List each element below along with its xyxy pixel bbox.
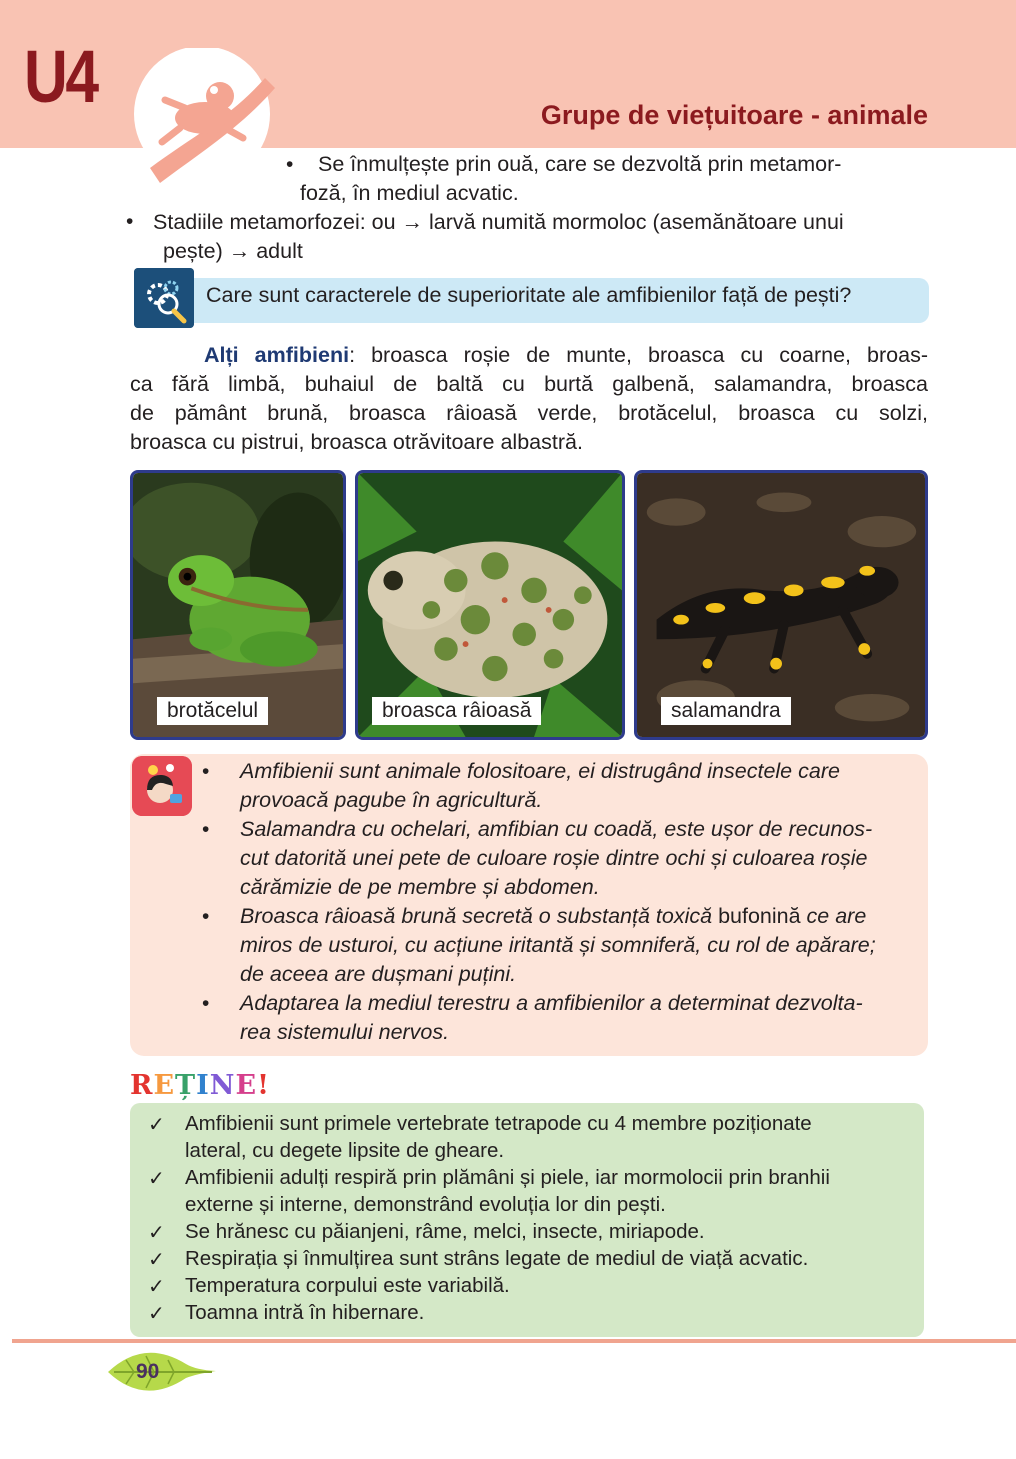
retine-item-2-line-2: externe și interne, demonstrând evoluția lor din pești.: [185, 1193, 666, 1216]
retine-title-letter: R: [130, 1070, 154, 1101]
retine-item-6: Toamna intră în hibernare.: [185, 1301, 425, 1324]
retine-item-5: Temperatura corpului este variabilă.: [185, 1274, 510, 1297]
retine-title-letter: Ț: [175, 1070, 197, 1101]
check-icon: ✓: [148, 1276, 165, 1298]
photo-caption: broasca râioasă: [372, 697, 541, 725]
info-bullet-4-line-1: Adaptarea la mediul terestru a amfibienilor a determinat dezvolta-: [240, 991, 863, 1015]
check-icon: ✓: [148, 1303, 165, 1325]
check-icon: ✓: [148, 1114, 165, 1136]
chapter-title: Grupe de viețuitoare - animale: [540, 100, 928, 130]
info-bullet-3-line-3: de aceea are dușmani puțini.: [240, 962, 517, 986]
bullet-dot: •: [202, 992, 210, 1015]
intro-bullet-2-line-1: Stadiile metamorfozei: ou → larvă numită mormoloc (asemănătoare unui: [153, 210, 844, 234]
retine-title: [130, 1070, 270, 1101]
info-bullet-2-line-2: cut datorită unei pete de culoare roșie dintre ochi și culoarea roșie: [240, 846, 868, 870]
info-bullet-4-line-2: rea sistemului nervos.: [240, 1020, 450, 1044]
amphibians-paragraph-line-2: ca fără limbă, buhaiul de baltă cu burtă galbenă, salamandra, broasca: [130, 372, 928, 396]
retine-title-text: [130, 1070, 270, 1101]
question-text: Care sunt caracterele de superioritate ale amfibienilor față de pești?: [206, 283, 852, 307]
amphibians-paragraph-line-3: de pământ brună, broasca râioasă verde, brotăcelul, broasca cu solzi,: [130, 401, 928, 425]
info-bullet-3-line-2: miros de usturoi, cu acțiune iritantă și somniferă, cu rol de apărare;: [240, 933, 876, 957]
photo-tree-frog: [130, 470, 346, 740]
photo-caption: brotăcelul: [157, 697, 268, 725]
check-icon: ✓: [148, 1168, 165, 1190]
gears-magnifier-icon: [134, 268, 194, 328]
retine-title-letter: !: [257, 1070, 270, 1101]
retine-item-2-line-1: Amfibienii adulți respiră prin plămâni și piele, iar mormolocii prin branhii: [185, 1166, 830, 1189]
info-text: Broasca râioasă brună secretă o substanță toxică: [240, 904, 719, 928]
bullet-dot: •: [126, 210, 134, 233]
check-icon: ✓: [148, 1222, 165, 1244]
info-bullet-1-line-1: Amfibienii sunt animale folositoare, ei distrugând insectele care: [240, 759, 840, 783]
retine-item-3: Se hrănesc cu păianjeni, râme, melci, insecte, miriapode.: [185, 1220, 705, 1243]
retine-title-letter: E: [153, 1070, 176, 1101]
check-icon: ✓: [148, 1249, 165, 1271]
bullet-dot: •: [202, 905, 210, 928]
info-bullet-2-line-3: cărămizie de pe membre și abdomen.: [240, 875, 600, 899]
retine-item-1-line-1: Amfibienii sunt primele vertebrate tetrapode cu 4 membre poziționate: [185, 1112, 812, 1135]
amphibians-label: Alți amfibieni: [204, 343, 350, 367]
unit-code: U4: [24, 35, 97, 118]
photo-caption: salamandra: [661, 697, 791, 725]
bullet-dot: •: [202, 760, 210, 783]
info-term-bufonina: bufonină: [718, 904, 801, 928]
retine-title-letter: I: [196, 1070, 210, 1101]
retine-item-1-line-2: lateral, cu degete lipsite de gheare.: [185, 1139, 505, 1162]
intro-bullet-1-line-1: Se înmulțește prin ouă, care se dezvoltă prin metamor-: [318, 152, 842, 176]
frog-emblem-icon: [130, 48, 280, 198]
bullet-dot: •: [286, 153, 294, 176]
photo-green-toad: [355, 470, 625, 740]
intro-bullet-1-line-2: foză, în mediul acvatic.: [300, 181, 519, 205]
retine-title-letter: E: [235, 1070, 258, 1101]
page-number: 90: [136, 1360, 160, 1383]
retine-title-letter: N: [209, 1070, 236, 1101]
amphibians-text: : broasca roșie de munte, broasca cu coarne, broas-: [349, 343, 929, 367]
idea-person-icon: [132, 756, 192, 816]
bullet-dot: •: [202, 818, 210, 841]
info-bullet-3-line-1: [240, 902, 866, 931]
info-bullet-1-line-2: provoacă pagube în agricultură.: [240, 788, 543, 812]
retine-item-4: Respirația și înmulțirea sunt strâns legate de mediul de viață acvatic.: [185, 1247, 809, 1270]
leaf-icon: [104, 1344, 220, 1400]
amphibians-paragraph-line-4: broasca cu pistrui, broasca otrăvitoare albastră.: [130, 430, 583, 454]
photo-salamander: [634, 470, 928, 740]
info-text: ce are: [800, 904, 867, 928]
footer-rule: [12, 1339, 1016, 1343]
intro-bullet-2-line-2: pește) → adult: [163, 239, 303, 263]
info-bullet-2-line-1: Salamandra cu ochelari, amfibian cu coadă, este ușor de recunos-: [240, 817, 873, 841]
amphibians-paragraph-line-1: [130, 340, 928, 370]
